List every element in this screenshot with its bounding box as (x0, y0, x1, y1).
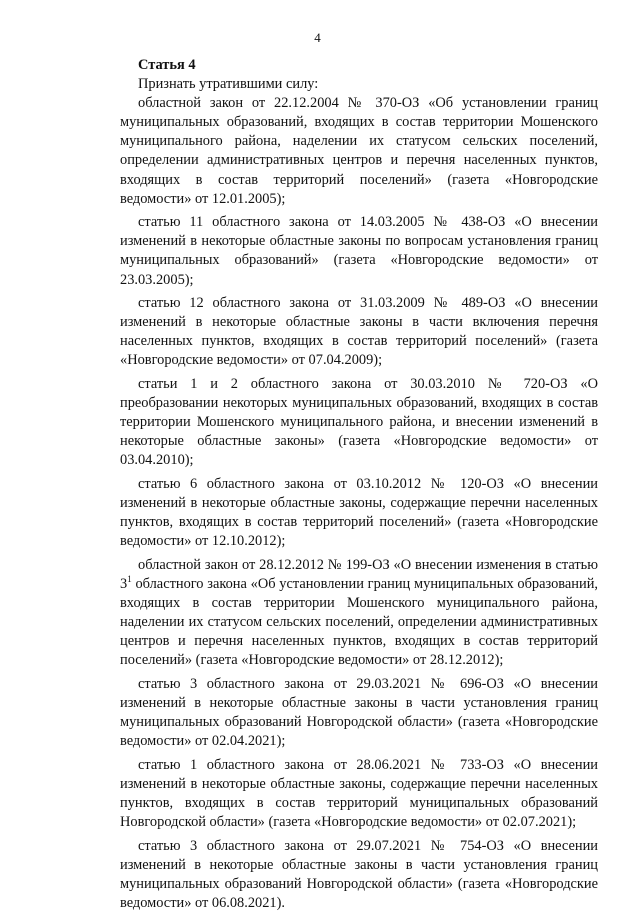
repealed-item-6 (120, 556, 598, 671)
repealed-item-1: областной закон от 22.12.2004 № 370-ОЗ «Об установлении границ муниципальных образований, входящих в состав территории Мошенского муниципального района, наделении их статусом сельских поселений, определении административных центров и перечня населенных пунктов, входящих в состав территорий поселений» (газета «Новгородские ведомости» от 12.01.2005); (120, 95, 598, 207)
repealed-item-2: статью 11 областного закона от 14.03.2005 № 438-ОЗ «О внесении изменений в некоторые областные законы по вопросам установления границ муниципальных образований» (газета «Новгородские ведомости» от 23.03.2005); (120, 214, 598, 288)
repealed-item-9: статью 3 областного закона от 29.07.2021 № 754-ОЗ «О внесении изменений в некоторые областные законы в части установления границ муниципальных образований Новгородской области» (газета «Новгородские ведомости» от 06.08.2021). (120, 837, 598, 911)
repealed-item-6-text-before: областной закон от 28.12.2012 № 199-ОЗ «О внесении изменения в статью 3 (120, 556, 598, 592)
repealed-item-3: статью 12 областного закона от 31.03.2009 № 489-ОЗ «О внесении изменений в некоторые областные законы в части включения перечня населенных пунктов, входящих в состав территорий поселений» (газета «Новгородские ведомости» от 07.04.2009); (120, 295, 598, 369)
repealed-item-7: статью 3 областного закона от 29.03.2021 № 696-ОЗ «О внесении изменений в некоторые областные законы в части установления границ муниципальных образований Новгородской области» (газета «Новгородские ведомости» от 02.04.2021); (120, 675, 598, 750)
page-number: 4 (314, 30, 321, 45)
repealed-item-8: статью 1 областного закона от 28.06.2021 № 733-ОЗ «О внесении изменений в некоторые областные законы, содержащие перечни населенных пунктов, входящих в состав территорий муниципальных образований Новгородской области» (газета «Новгородские ведомости» от 02.07.2021); (120, 756, 598, 831)
article-body (120, 56, 598, 918)
superscript-marker: 1 (127, 574, 132, 585)
article-intro: Признать утратившими силу: (138, 76, 319, 93)
repealed-item-4: статьи 1 и 2 областного закона от 30.03.2010 № 720-ОЗ «О преобразовании некоторых муниципальных образований, входящих в состав территории Мошенского муниципального района, и внесении изменений в некоторые областные законы» (газета «Новгородские ведомости» от 03.04.2010); (120, 376, 598, 469)
article-title: Статья 4 (138, 57, 196, 73)
repealed-item-5: статью 6 областного закона от 03.10.2012 № 120-ОЗ «О внесении изменений в некоторые областные законы, содержащие перечни населенных пунктов, входящих в состав территорий поселений» (газета «Новгородские ведомости» от 12.10.2012); (120, 475, 598, 550)
repealed-item-6-text-after: областного закона «Об установлении границ муниципальных образований, входящих в состав территории Мошенского муниципального района, наделении их статусом сельских поселений, определении административных центров и перечня населенных пунктов, входящих в состав территорий поселений» (газета «Новгородские ведомости» от 28.12.2012); (120, 575, 598, 669)
